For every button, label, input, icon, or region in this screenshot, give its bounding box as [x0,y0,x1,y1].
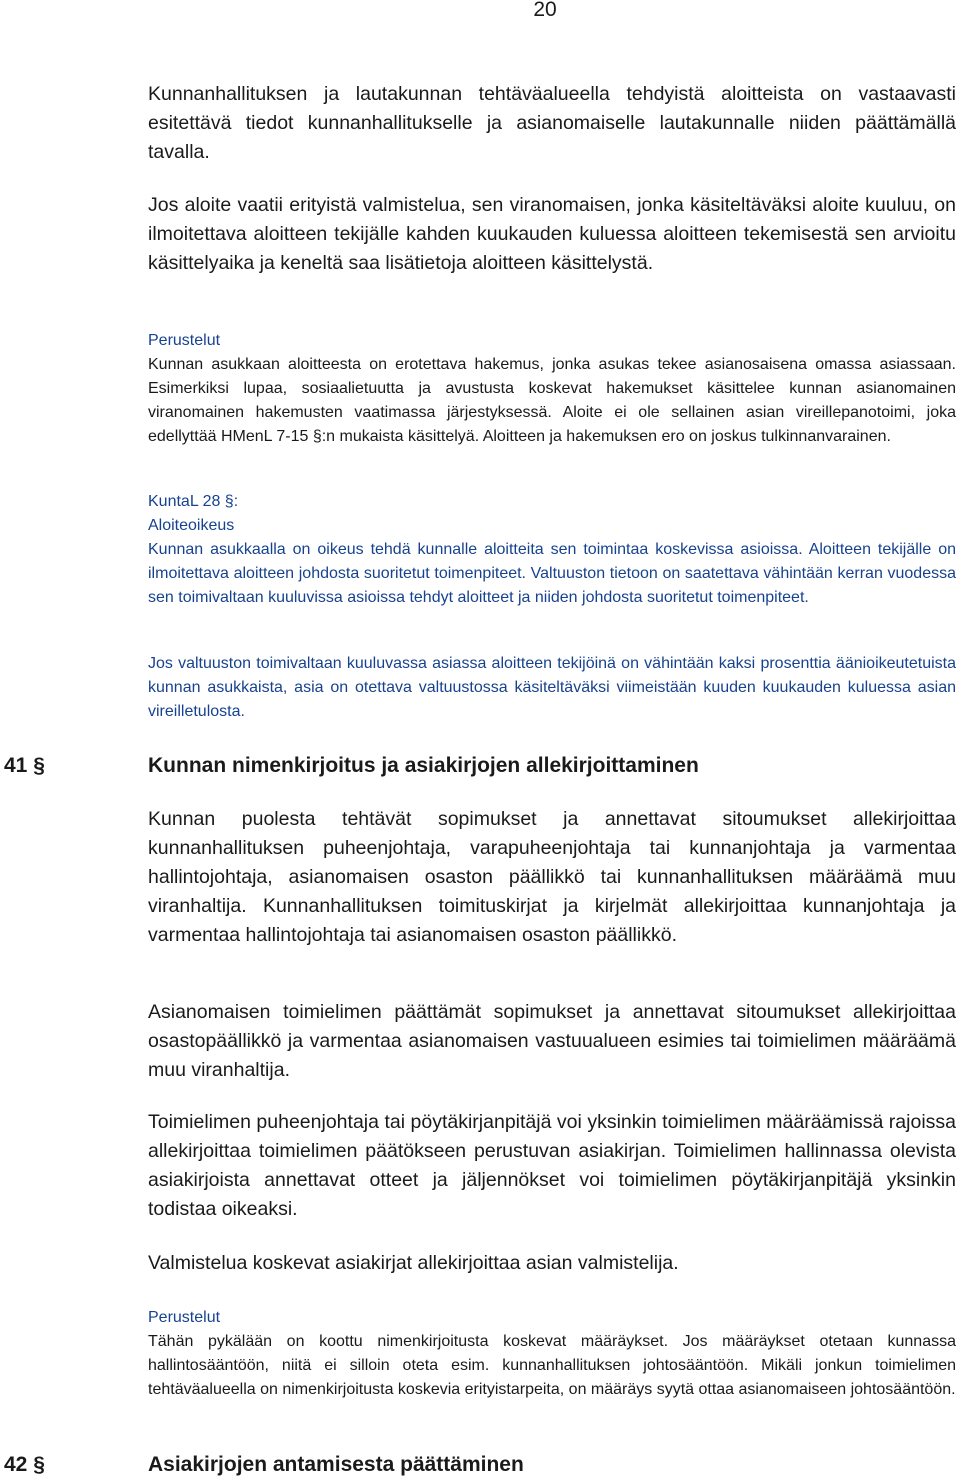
section-41-title: Kunnan nimenkirjoitus ja asiakirjojen allekirjoittaminen [148,754,699,777]
section-41-perustelut-text: Tähän pykälään on koottu nimenkirjoitusta koskevat määräykset. Jos määräykset otetaan kunnassa hallintosääntöön, niitä ei silloin oteta esim. kunnanhallituksen johtosääntöön. Mikäli jonkun toimielimen tehtäväalueella on nimenkirjoitusta koskevia erityistarpeita, on määräys syytä ottaa asianomaiseen johtosääntöön. [148,1333,956,1398]
perustelut-text: Kunnan asukkaan aloitteesta on erotettava hakemus, jonka asukas tekee asianosaisena omassa asiassaan. Esimerkiksi lupaa, sosiaalietuutta ja avustusta koskevat hakemukset käsittelee kunnan asianomainen viranomainen hakemusten vaatimassa järjestyksessä. Aloite ei ole sellainen asian vireillepanotoimi, joka edellyttää HMenL 7-15 §:n mukaista käsittelyä. Aloitteen ja hakemuksen ero on joskus tulkinnanvarainen. [148,356,956,445]
intro-paragraph-1: Kunnanhallituksen ja lautakunnan tehtäväalueella tehdyistä aloitteista on vastaavasti esitettävä tiedot kunnanhallitukselle ja asianomaiselle lautakunnalle niiden päättämällä tavalla. [148,83,956,163]
intro-paragraph-2: Jos aloite vaatii erityistä valmistelua, sen viranomaisen, jonka käsiteltäväksi aloite kuuluu, on ilmoitettava aloitteen tekijälle kahden kuukauden kuluessa aloitteen tekemisestä sen arvioitu käsittelyaika ja keneltä saa lisätietoja aloitteen käsittelystä. [148,194,956,274]
page-number: 20 [533,0,557,21]
kuntal-reference: KuntaL 28 §: [148,493,239,510]
perustelut-heading: Perustelut [148,332,221,349]
section-41-paragraph-4: Valmistelua koskevat asiakirjat allekirjoittaa asian valmistelija. [148,1252,679,1274]
section-42-title: Asiakirjojen antamisesta päättäminen [148,1453,524,1476]
section-41-paragraph-1: Kunnan puolesta tehtävät sopimukset ja annettavat sitoumukset allekirjoittaa kunnanhallituksen puheenjohtaja, varapuheenjohtaja tai kunnanjohtaja ja varmentaa hallintojohtaja, asianomaisen osaston päällikkö tai kunnanhallituksen määräämä muu viranhaltija. Kunnanhallituksen toimituskirjat ja kirjelmät allekirjoittaa kunnanjohtaja ja varmentaa hallintojohtaja tai asianomaisen osaston päällikkö. [148,808,956,946]
kuntal-paragraph-1: Kunnan asukkaalla on oikeus tehdä kunnalle aloitteita sen toimintaa koskevissa asioissa. Aloitteen tekijälle on ilmoitettava aloitteen johdosta suoritetut toimenpiteet. Valtuuston tietoon on saatettava vähintään kerran vuodessa sen toimivaltaan kuuluvissa asioissa tehdyt aloitteet ja niiden johdosta suoritetut toimenpiteet. [148,541,956,606]
section-41-paragraph-3: Toimielimen puheenjohtaja tai pöytäkirjanpitäjä voi yksinkin toimielimen määräämissä rajoissa allekirjoittaa toimielimen päätökseen perustuvan asiakirjan. Toimielimen hallinnassa olevista asiakirjoista annettavat otteet ja jäljennökset voi toimielimen pöytäkirjanpitäjä yksinkin todistaa oikeaksi. [148,1111,956,1220]
section-41-perustelut-heading: Perustelut [148,1309,221,1326]
kuntal-title: Aloiteoikeus [148,517,235,534]
section-41-paragraph-2: Asianomaisen toimielimen päättämät sopimukset ja annettavat sitoumukset allekirjoittaa osastopäällikkö ja varmentaa asianomaisen vastuualueen esimies tai toimielimen määräämä muu viranhaltija. [148,1001,956,1081]
kuntal-paragraph-2: Jos valtuuston toimivaltaan kuuluvassa asiassa aloitteen tekijöinä on vähintään kaksi prosenttia äänioikeutetuista kunnan asukkaista, asia on otettava valtuustossa käsiteltäväksi viimeistään kuuden kuukauden kuluessa asian vireilletulosta. [148,655,956,720]
section-41-number: 41 § [4,754,45,777]
section-42-number: 42 § [4,1453,45,1476]
